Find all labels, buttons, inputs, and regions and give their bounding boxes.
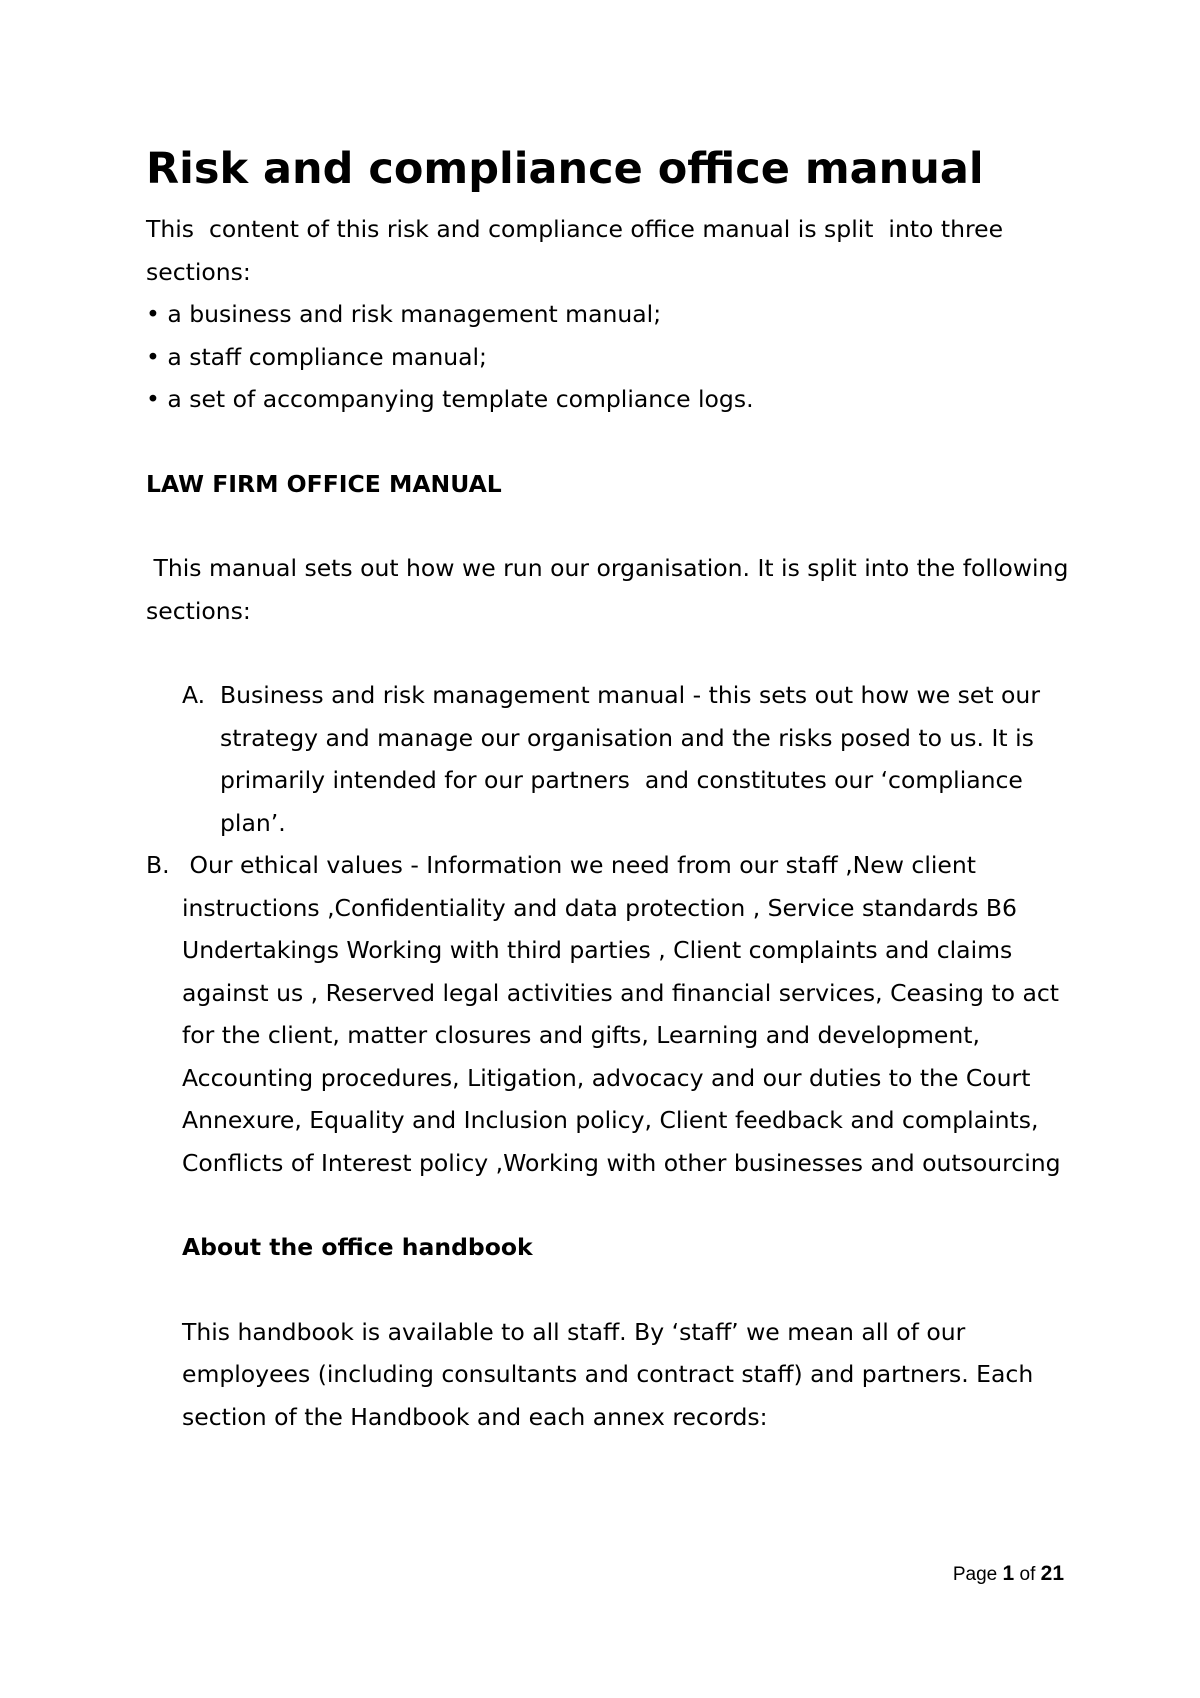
of-label: of: [1019, 1564, 1036, 1585]
list-marker: A.: [182, 681, 206, 709]
page-number: 1: [1002, 1562, 1015, 1585]
page-total: 21: [1040, 1562, 1064, 1585]
section-heading: LAW FIRM OFFICE MANUAL: [146, 469, 502, 498]
manual-intro-paragraph: This manual sets out how we run our organisation. It is split into the following sections:: [146, 554, 1076, 625]
list-item-text: Our ethical values - Information we need from our staff ,New client instructions ,Confidentiality and data protection , Service standards B6 Undertakings Working with third parties , Client complaints and claims against us , Reserved legal activities and financial services, Ceasing to act for the client, matter closures and gifts, Learning and development, Accounting procedures, Litigation, advocacy and our duties to the Court Annexure, Equality and Inclusion policy, Client feedback and complaints, Conflicts of Interest policy ,Working with other businesses and outsourcing: [182, 851, 1067, 1177]
bullet-item: • a staff compliance manual;: [146, 342, 487, 371]
bullet-item: • a set of accompanying template compliance logs.: [146, 385, 754, 413]
page-label: Page: [952, 1564, 998, 1585]
page-footer: [953, 1562, 1064, 1586]
bullet-item: • a business and risk management manual;: [146, 300, 662, 328]
list-item-b: [146, 844, 1076, 1438]
list-item-text: Business and risk management manual - this sets out how we set our strategy and manage our organisation and the risks posed to us. It is primarily intended for our partners and constitutes our ‘compliance plan’.: [220, 681, 1048, 837]
page-content: [146, 140, 1076, 1438]
intro-paragraph: This content of this risk and compliance office manual is split into three sections:: [146, 215, 1011, 286]
document-title: Risk and compliance office manual: [146, 144, 984, 194]
list-marker: B.: [146, 851, 170, 879]
intro-bullet-list: [146, 293, 1076, 421]
handbook-paragraph: This handbook is available to all staff. By ‘staff’ we mean all of our employees (including consultants and contract staff) and partners. Each section of the Handbook and each annex records:: [182, 1317, 1041, 1431]
handbook-heading: About the office handbook: [182, 1233, 533, 1261]
list-item-a: [146, 674, 1076, 844]
